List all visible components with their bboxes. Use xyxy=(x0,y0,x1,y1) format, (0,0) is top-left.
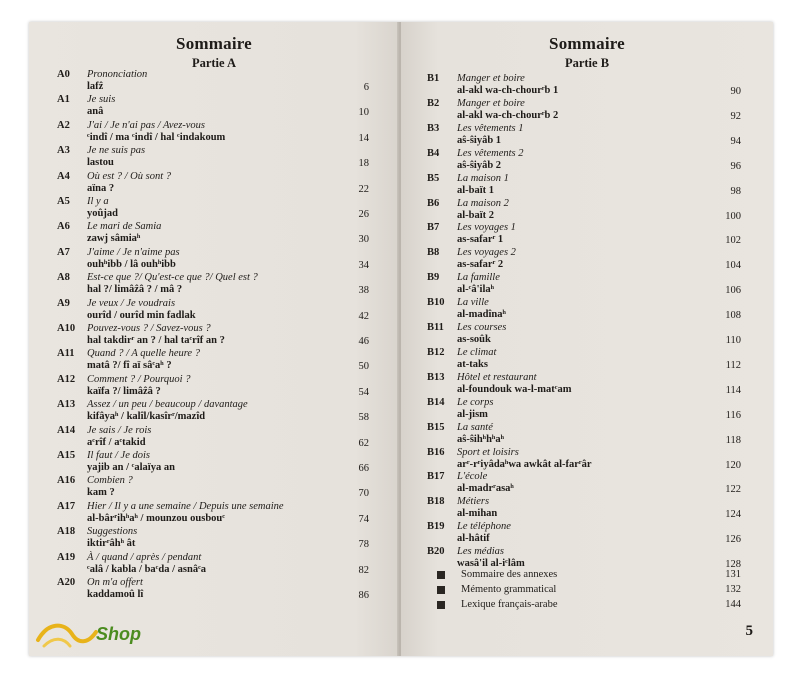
toc-entry xyxy=(57,323,369,349)
toc-entry-page: 26 xyxy=(358,209,369,220)
toc-extra-label: Mémento grammatical xyxy=(461,584,557,595)
toc-entry-transliteration: al-hâtif xyxy=(457,533,490,545)
toc-entry-transliteration: zawj sâmiaʰ xyxy=(87,233,141,245)
toc-entry-transliteration: al-akl wa-ch-chourʳb 2 xyxy=(457,109,559,121)
toc-entry-transliteration: aïna ? xyxy=(87,182,115,194)
toc-entry xyxy=(57,577,369,603)
toc-entry xyxy=(57,69,369,95)
toc-entry xyxy=(427,222,741,248)
toc-entry-page: 74 xyxy=(358,513,369,525)
toc-entry-title: Sport et loisirs xyxy=(457,446,519,458)
toc-entry-code: A20 xyxy=(57,577,76,588)
toc-entry-title: Est-ce que ?/ Qu'est-ce que ?/ Quel est ? xyxy=(87,272,258,284)
square-bullet-icon xyxy=(437,601,445,609)
toc-entry-title: Les voyages 1 xyxy=(457,222,516,234)
toc-entry-transliteration: lastou xyxy=(87,157,114,169)
toc-entry-code: A16 xyxy=(57,475,76,487)
toc-entry-code: B8 xyxy=(427,247,440,259)
toc-entry xyxy=(427,347,741,373)
toc-entry-code: B20 xyxy=(427,546,445,558)
square-bullet-icon xyxy=(437,586,445,594)
toc-entry-transliteration: al-akl wa-ch-chourʳb 1 xyxy=(457,85,559,96)
toc-entry-page: 124 xyxy=(725,509,741,521)
toc-entry xyxy=(57,552,369,578)
toc-entry-code: A3 xyxy=(57,145,70,157)
toc-entry-page: 86 xyxy=(358,590,369,601)
toc-entry xyxy=(57,94,369,120)
toc-entry-title: Les vêtements 2 xyxy=(457,147,524,159)
book-spread xyxy=(29,22,773,656)
right-page-heading: Sommaire xyxy=(549,34,625,53)
toc-entry-transliteration: al-madînaʰ xyxy=(457,309,506,321)
square-bullet-icon xyxy=(437,571,445,579)
toc-entry-title: À / quand / après / pendant xyxy=(87,551,202,563)
toc-entry-title: L'école xyxy=(457,471,488,483)
toc-entry-title: Combien ? xyxy=(87,475,133,487)
toc-entry-title: Assez / un peu / beaucoup / davantage xyxy=(87,399,248,411)
toc-entry-page: 42 xyxy=(358,310,369,322)
toc-entry xyxy=(427,521,741,547)
toc-entry xyxy=(57,348,369,374)
toc-entry-code: B12 xyxy=(427,346,445,358)
toc-entry-transliteration: ourîd / ourîd min fadlak xyxy=(87,309,196,321)
toc-entry-code: B3 xyxy=(427,122,440,134)
toc-entry-title: Le climat xyxy=(457,346,497,358)
toc-entry-page: 10 xyxy=(358,107,369,119)
toc-extra-page: 144 xyxy=(725,599,741,610)
toc-entry-page: 82 xyxy=(358,564,369,576)
toc-entry-title: J'ai / Je n'ai pas / Avez-vous xyxy=(87,119,206,131)
toc-entry-code: A10 xyxy=(57,323,76,334)
toc-entry-title: Hôtel et restaurant xyxy=(457,371,537,383)
toc-entry-code: A11 xyxy=(57,348,75,360)
toc-entry-title: Je sais / Je rois xyxy=(87,424,152,436)
toc-entry-code: B2 xyxy=(427,97,440,109)
toc-entry-transliteration: iktirʳâhʰ ât xyxy=(87,538,136,550)
toc-entry-transliteration: al-baït 1 xyxy=(457,184,495,196)
toc-entry-title: Suggestions xyxy=(87,526,138,538)
shop-logo-text: Shop xyxy=(96,624,141,644)
toc-entry-title: Il faut / Je dois xyxy=(87,450,150,461)
toc-entry-title: Métiers xyxy=(457,496,490,508)
toc-extra-page: 132 xyxy=(725,584,741,595)
left-page-heading: Sommaire xyxy=(176,34,252,53)
toc-entry-page: 90 xyxy=(730,86,741,97)
toc-entry-transliteration: al-baït 2 xyxy=(457,209,495,221)
toc-entry-page: 46 xyxy=(358,336,369,347)
toc-entry-page: 34 xyxy=(358,259,369,271)
toc-entry-code: A12 xyxy=(57,373,76,385)
toc-entry xyxy=(427,447,741,473)
toc-entry-transliteration: wasâ'il al-iᶜlâm xyxy=(457,558,525,570)
toc-entry-transliteration: kam ? xyxy=(87,487,115,499)
right-page xyxy=(401,22,773,656)
toc-entry-code: A0 xyxy=(57,69,70,80)
toc-entry xyxy=(427,98,741,124)
toc-entry-page: 54 xyxy=(358,386,369,398)
toc-entry xyxy=(57,120,369,146)
toc-entry-transliteration: aŝ-ŝihʰhʰaʰ xyxy=(457,433,505,445)
toc-entry xyxy=(57,475,369,501)
toc-entry-transliteration: aŝ-ŝiyâb 2 xyxy=(457,159,502,171)
right-page-subheading: Partie B xyxy=(564,56,610,70)
toc-entry xyxy=(427,123,741,149)
left-page-subheading: Partie A xyxy=(191,56,237,70)
toc-entry-code: B13 xyxy=(427,371,445,383)
toc-entry-title: Manger et boire xyxy=(457,97,525,109)
toc-entry xyxy=(427,372,741,398)
toc-extra-entry xyxy=(437,584,741,596)
toc-entry-title: La ville xyxy=(457,297,489,309)
toc-entry-page: 108 xyxy=(725,310,741,322)
toc-entry-code: B7 xyxy=(427,222,440,234)
toc-entry-code: B5 xyxy=(427,172,440,184)
page-number: 5 xyxy=(745,623,753,639)
toc-entry-title: Où est ? / Où sont ? xyxy=(87,170,171,182)
toc-entry-code: A4 xyxy=(57,170,70,182)
toc-entry-title: Les médias xyxy=(457,546,504,558)
toc-entry xyxy=(57,145,369,171)
toc-entry-page: 98 xyxy=(730,185,741,197)
toc-entry-title: La maison 2 xyxy=(457,197,509,209)
toc-entry-transliteration: al-bârʳihʰaʰ / mounzou ousbouᶜ xyxy=(87,512,225,524)
toc-entry xyxy=(427,297,741,323)
toc-entry-title: Prononciation xyxy=(87,69,148,80)
toc-entry xyxy=(57,196,369,222)
toc-entry xyxy=(57,298,369,324)
toc-entry-title: Comment ? / Pourquoi ? xyxy=(87,373,191,385)
toc-entry-page: 116 xyxy=(725,409,741,421)
toc-entry xyxy=(427,422,741,448)
toc-extra-label: Sommaire des annexes xyxy=(461,569,558,580)
toc-entry-title: La santé xyxy=(457,421,493,433)
toc-entry-code: A8 xyxy=(57,272,70,284)
swirl-logo-icon xyxy=(34,618,104,654)
toc-entry-page: 92 xyxy=(730,110,741,122)
toc-entry-page: 128 xyxy=(725,559,741,571)
toc-entry-transliteration: kifâyaʰ / kalîl/kasîrʳ/mazîd xyxy=(87,411,206,423)
toc-entry-code: A5 xyxy=(57,196,70,207)
toc-entry-code: A18 xyxy=(57,526,76,538)
toc-entry-code: A1 xyxy=(57,94,70,106)
toc-entry-transliteration: ᶜindî / ma ᶜindî / hal ᶜindakoum xyxy=(87,131,226,143)
toc-entry-title: Je ne suis pas xyxy=(87,145,146,157)
toc-entry-code: B16 xyxy=(427,446,445,458)
toc-entry-page: 18 xyxy=(358,158,369,170)
toc-entry-title: On m'a offert xyxy=(87,577,143,588)
toc-entry xyxy=(57,272,369,298)
toc-entry-page: 22 xyxy=(358,183,369,195)
toc-entry xyxy=(57,399,369,425)
toc-entry xyxy=(427,173,741,199)
toc-entry-code: B14 xyxy=(427,396,445,408)
toc-entry xyxy=(427,272,741,298)
toc-entry-transliteration: as-safarʳ 1 xyxy=(457,234,504,246)
toc-entry-title: Le corps xyxy=(457,396,494,408)
toc-entry-code: A2 xyxy=(57,119,70,131)
toc-entry-transliteration: kaïfa ?/ limâẑâ ? xyxy=(87,385,161,397)
toc-entry xyxy=(57,425,369,451)
toc-entry xyxy=(57,247,369,273)
toc-entry xyxy=(427,471,741,497)
toc-entry xyxy=(57,374,369,400)
toc-entry xyxy=(427,148,741,174)
toc-entry-page: 100 xyxy=(725,210,741,222)
toc-entry xyxy=(57,526,369,552)
toc-entry-code: A17 xyxy=(57,500,76,512)
toc-entry-page: 106 xyxy=(725,285,741,297)
toc-entry-transliteration: al-mihan xyxy=(457,508,498,520)
toc-entry-page: 38 xyxy=(358,285,369,297)
toc-entry xyxy=(427,247,741,273)
toc-entry-code: B18 xyxy=(427,496,445,508)
toc-entry-transliteration: arʳ-rʳiyâdaʰwa awkât al-farʳâr xyxy=(457,458,592,470)
toc-entry-page: 14 xyxy=(358,132,369,144)
toc-entry-title: Hier / Il y a une semaine / Depuis une semaine xyxy=(87,500,284,512)
toc-entry-title: La famille xyxy=(457,272,500,284)
toc-entry-transliteration: at-taks xyxy=(457,358,488,370)
toc-extra-label: Lexique français-arabe xyxy=(461,599,558,610)
toc-entry-transliteration: ᶜalâ / kabla / baᶜda / asnâᶜa xyxy=(87,563,207,575)
toc-entry-code: A19 xyxy=(57,551,76,563)
toc-entry-code: A13 xyxy=(57,399,76,411)
toc-entry-transliteration: ouhʰibb / lâ ouhʰibb xyxy=(87,258,176,270)
toc-entry-page: 110 xyxy=(725,335,741,346)
toc-entry xyxy=(427,73,741,99)
toc-entry-page: 58 xyxy=(358,412,369,424)
toc-entry-title: Quand ? / A quelle heure ? xyxy=(87,348,200,360)
toc-entry-transliteration: al-foundouk wa-l-matᶜam xyxy=(457,383,572,395)
toc-entry-code: A14 xyxy=(57,424,76,436)
toc-entry-page: 118 xyxy=(725,434,741,446)
toc-entry-transliteration: anâ xyxy=(87,106,104,118)
toc-entry-title: Les vêtements 1 xyxy=(457,122,524,134)
toc-entry-title: Il y a xyxy=(87,196,109,207)
toc-entry-transliteration: aᶜrîf / aᶜtakid xyxy=(87,436,146,448)
toc-entry-title: Les voyages 2 xyxy=(457,247,516,259)
toc-entry-transliteration: hal takdirʳ an ? / hal taᶜrîf an ? xyxy=(87,335,225,346)
toc-entry-transliteration: as-soûk xyxy=(457,334,491,345)
toc-entry-code: B6 xyxy=(427,197,440,209)
toc-entry-page: 66 xyxy=(358,463,369,474)
toc-entry-transliteration: hal ?/ limâẑâ ? / mâ ? xyxy=(87,284,183,296)
toc-entry-transliteration: yajib an / ᶜalaïya an xyxy=(87,462,175,473)
toc-extra-page: 131 xyxy=(725,569,741,580)
toc-entry-transliteration: aŝ-ŝiyâb 1 xyxy=(457,134,502,146)
toc-entry xyxy=(427,322,741,348)
toc-entry xyxy=(57,501,369,527)
toc-entry-code: B1 xyxy=(427,73,440,84)
toc-entry-transliteration: al-madrʳasaʰ xyxy=(457,483,514,495)
toc-entry-code: B9 xyxy=(427,272,440,284)
toc-entry xyxy=(427,496,741,522)
toc-entry-code: A7 xyxy=(57,246,70,258)
toc-entry-transliteration: yoûjad xyxy=(87,208,118,219)
toc-entry-code: B17 xyxy=(427,471,445,483)
toc-entry-page: 122 xyxy=(725,484,741,496)
toc-entry-title: Manger et boire xyxy=(457,73,525,84)
toc-entry-transliteration: al-jism xyxy=(457,408,488,420)
shop-logo xyxy=(34,618,174,654)
toc-entry-code: B19 xyxy=(427,521,445,533)
toc-entry-code: A15 xyxy=(57,450,76,461)
toc-entry-title: Je suis xyxy=(87,94,116,106)
toc-entry-page: 78 xyxy=(358,539,369,551)
toc-entry-code: B15 xyxy=(427,421,445,433)
toc-entry-transliteration: kaddamoû lî xyxy=(87,589,144,600)
toc-entry-page: 96 xyxy=(730,160,741,172)
toc-entry-page: 30 xyxy=(358,234,369,246)
toc-entry-code: B10 xyxy=(427,297,445,309)
left-page xyxy=(29,22,399,656)
toc-entry-code: A6 xyxy=(57,221,70,233)
toc-entry-page: 70 xyxy=(358,488,369,500)
toc-entry-code: B11 xyxy=(427,322,444,333)
toc-entry-title: Les courses xyxy=(457,322,507,333)
toc-entry-code: A9 xyxy=(57,297,70,309)
toc-entry-page: 112 xyxy=(725,359,741,371)
toc-entry-code: B4 xyxy=(427,147,440,159)
toc-entry-page: 62 xyxy=(358,437,369,449)
toc-entry-page: 126 xyxy=(725,534,741,546)
toc-entry-transliteration: lafẑ xyxy=(87,81,104,92)
toc-entry xyxy=(57,221,369,247)
toc-entry-page: 104 xyxy=(725,260,741,272)
toc-entry-title: La maison 1 xyxy=(457,172,509,184)
toc-entry xyxy=(427,198,741,224)
toc-entry-page: 102 xyxy=(725,235,741,247)
toc-entry-page: 114 xyxy=(725,384,741,396)
toc-entry-transliteration: matâ ?/ fî aï sâᶜaʰ ? xyxy=(87,360,172,372)
toc-entry-title: Le mari de Samia xyxy=(87,221,162,233)
toc-entry xyxy=(57,171,369,197)
toc-entry-title: Pouvez-vous ? / Savez-vous ? xyxy=(87,323,211,334)
toc-entry-transliteration: as-safarʳ 2 xyxy=(457,259,504,271)
toc-entry-title: Le téléphone xyxy=(457,521,511,533)
toc-entry xyxy=(57,450,369,476)
toc-entry-page: 120 xyxy=(725,459,741,471)
toc-entry-page: 6 xyxy=(363,82,369,93)
toc-entry-title: J'aime / Je n'aime pas xyxy=(87,246,180,258)
toc-entry-transliteration: al-ᶜâ'ilaʰ xyxy=(457,284,495,296)
toc-extra-entry xyxy=(437,599,741,611)
toc-entry-title: Je veux / Je voudrais xyxy=(87,297,176,309)
toc-entry-page: 50 xyxy=(358,361,369,373)
toc-extra-entry xyxy=(437,569,741,581)
toc-entry-page: 94 xyxy=(730,135,741,147)
toc-entry xyxy=(427,397,741,423)
